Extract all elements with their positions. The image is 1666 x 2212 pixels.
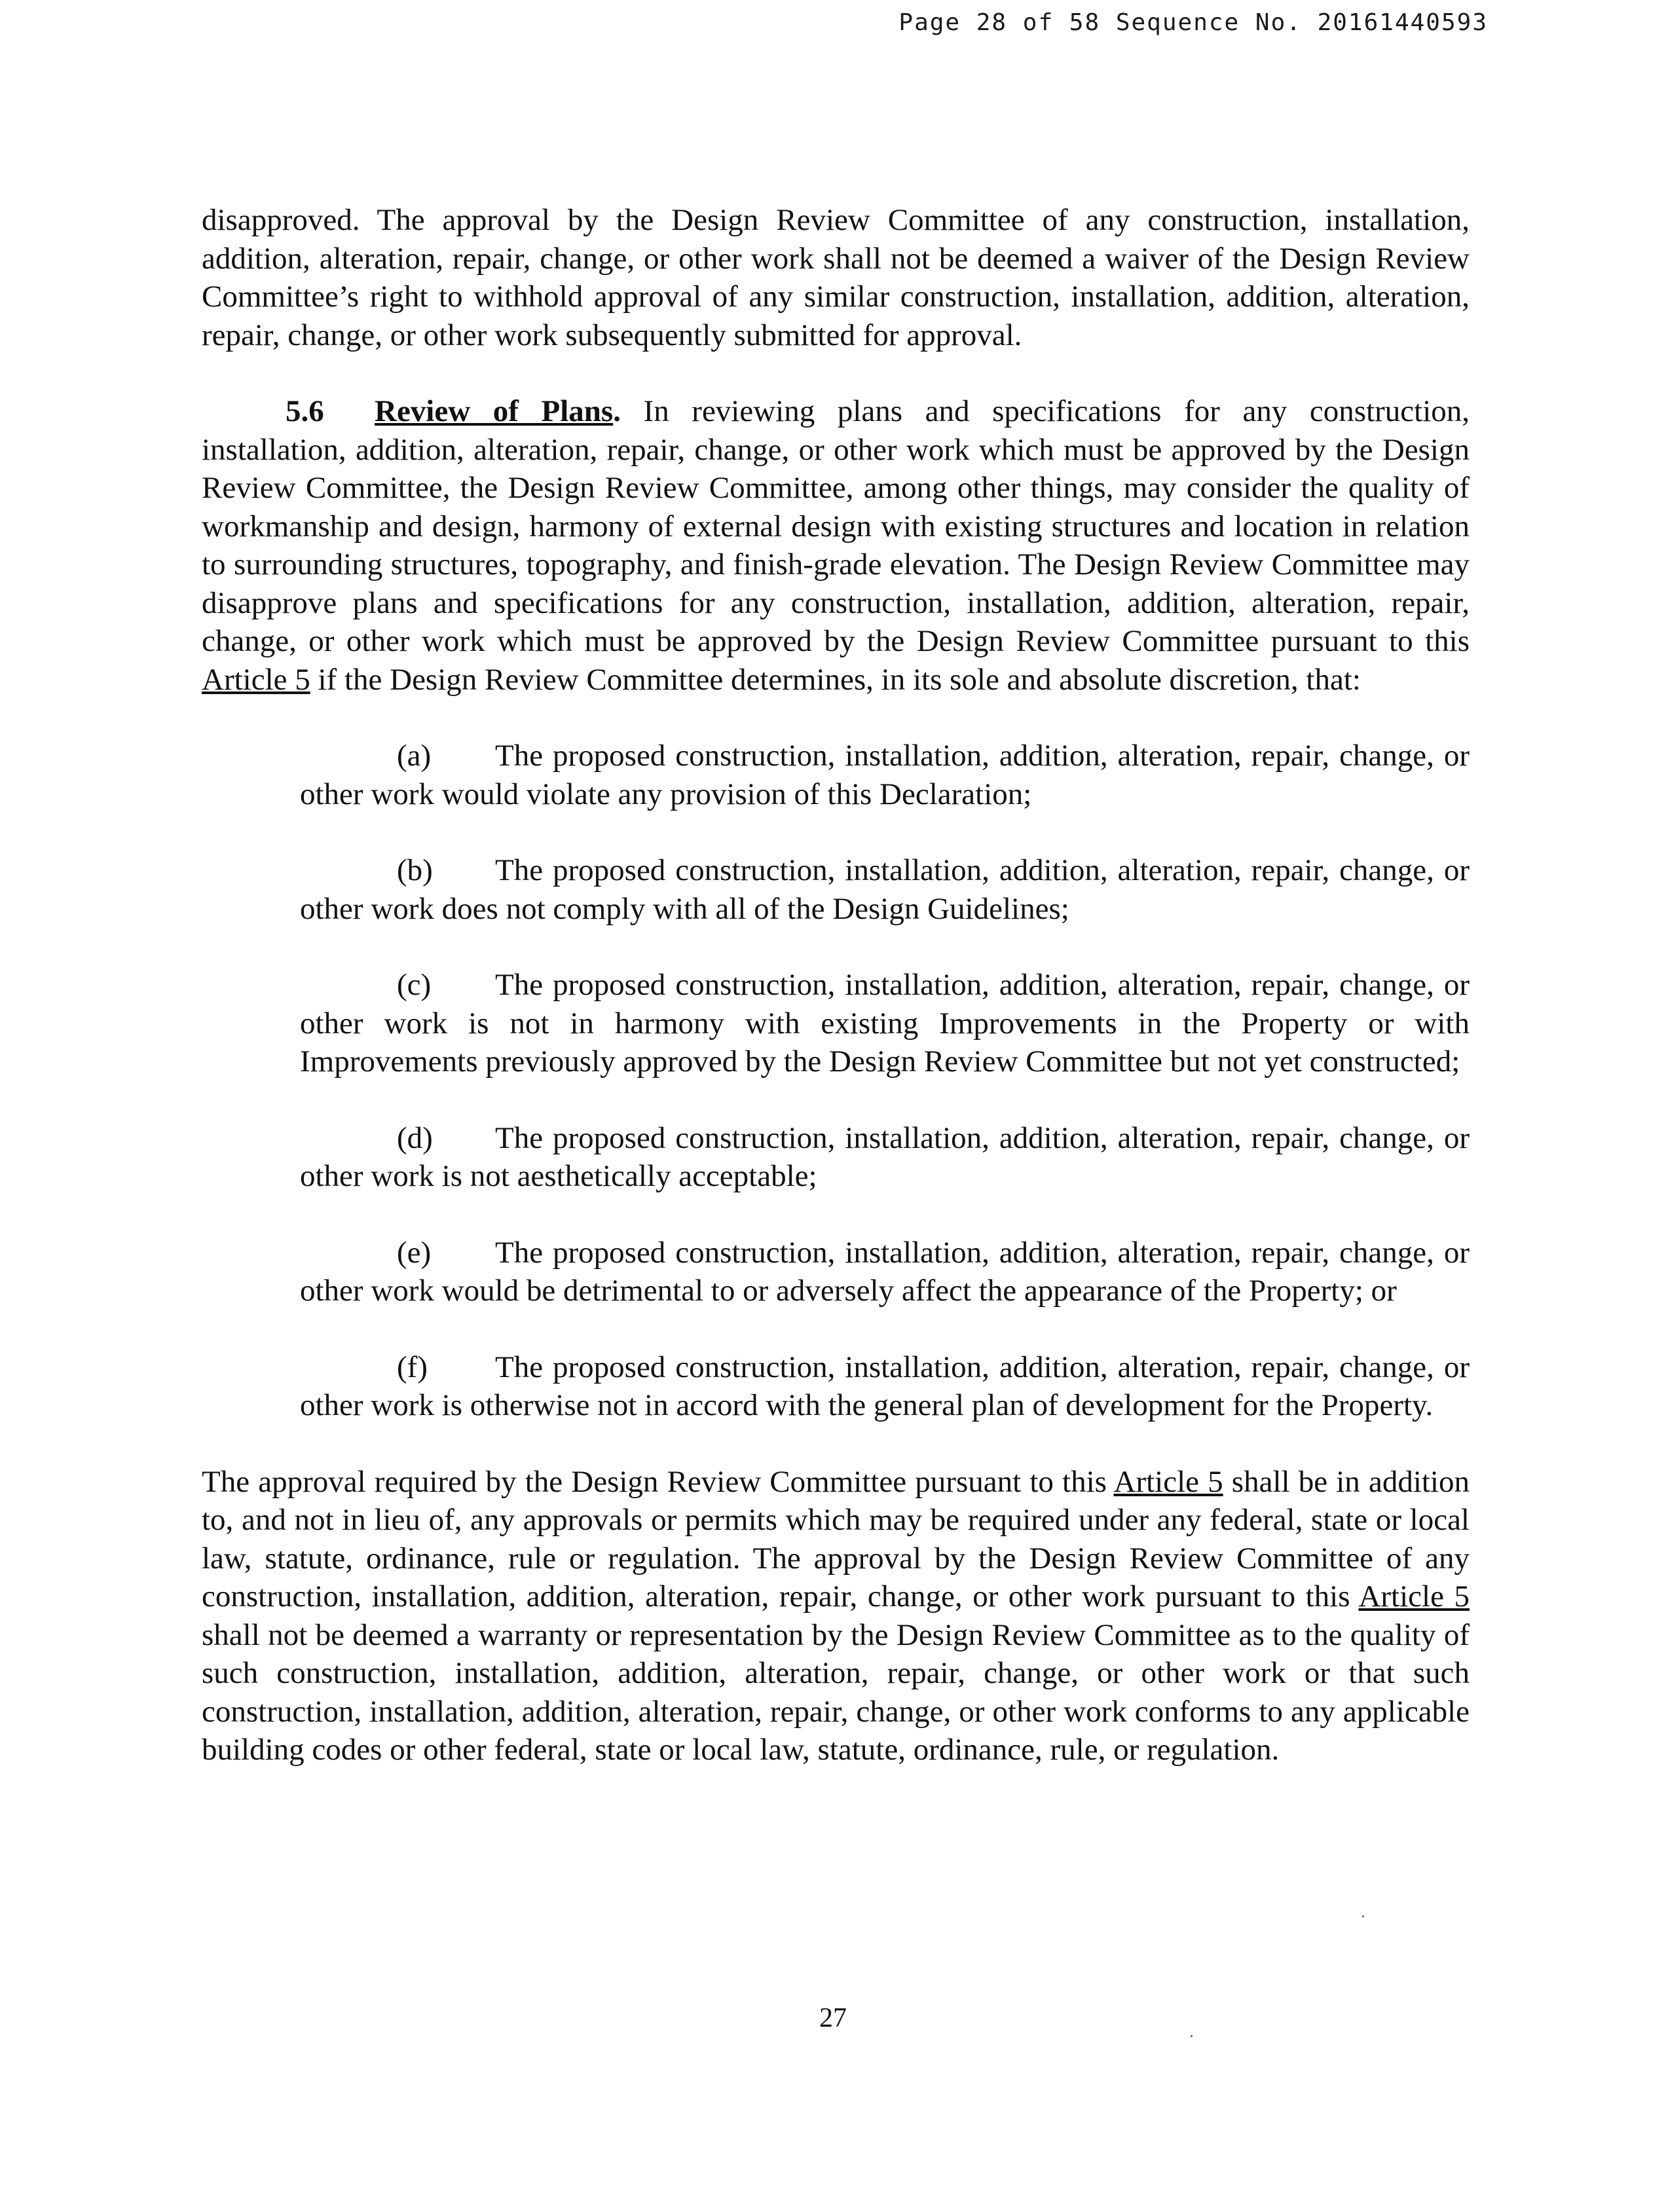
section-text-before-ref: In reviewing plans and specifications for any construction, installation, addition, alteration, repair, change, or other work which must be approved by the Design Review Committee, the Design Review Committee, among other things, may consider the quality of workmanship and design, harmony of external design with existing structures and location in relation to surrounding structures, topography, and finish-grade elevation. The Design Review Committee may disapprove plans and specifications for any construction, installation, addition, alteration, repair, change, or other work which must be approved by the Design Review Committee pursuant to this	[202, 394, 1470, 658]
article-5-reference: Article 5	[1358, 1579, 1470, 1613]
list-item-label: (a)	[397, 739, 432, 773]
list-item	[300, 1348, 1470, 1425]
document-body	[202, 201, 1470, 1769]
paragraph-disapproved: disapproved. The approval by the Design Review Committee of any construction, installation, addition, alteration, repair, change, or other work shall not be deemed a waiver of the Design Review Committee’s right to withhold approval of any similar construction, installation, addition, alteration, repair, change, or other work subsequently submitted for approval.	[202, 203, 1470, 352]
section-5-6	[202, 392, 1470, 699]
list-item-text: The proposed construction, installation, addition, alteration, repair, change, or other work would be detrimental to or adversely affect the appearance of the Property; or	[300, 1235, 1470, 1308]
list-item	[300, 1119, 1470, 1196]
closing-text-1: The approval required by the Design Review Committee pursuant to this	[202, 1464, 1114, 1499]
section-title-period: .	[613, 394, 621, 428]
list-item	[300, 966, 1470, 1081]
list-item-label: (f)	[397, 1350, 428, 1384]
list-item	[300, 851, 1470, 928]
page-header: Page 28 of 58 Sequence No. 20161440593	[898, 9, 1488, 36]
list-item-label: (e)	[397, 1235, 432, 1270]
list-item-label: (c)	[397, 968, 432, 1002]
list-item-text: The proposed construction, installation, addition, alteration, repair, change, or other work is otherwise not in accord with the general plan of development for the Property.	[300, 1350, 1470, 1422]
list-item	[300, 737, 1470, 813]
section-number: 5.6	[286, 394, 324, 428]
closing-paragraph	[202, 1463, 1470, 1769]
article-5-reference: Article 5	[202, 662, 310, 697]
closing-text-3: shall not be deemed a warranty or representation by the Design Review Committee as to the quality of such construction, installation, addition, alteration, repair, change, or other work or that such construction, installation, addition, alteration, repair, change, or other work conforms to any applicable building codes or other federal, state or local law, statute, ordinance, rule, or regulation.	[202, 1617, 1470, 1767]
scan-speck	[1191, 2035, 1193, 2037]
list-item-label: (d)	[397, 1120, 433, 1155]
list-item-text: The proposed construction, installation, addition, alteration, repair, change, or other work is not in harmony with existing Improvements in the Property or with Improvements previously approved by the Design Review Committee but not yet constructed;	[300, 968, 1470, 1078]
section-text-after-ref: if the Design Review Committee determines, in its sole and absolute discretion, that:	[310, 662, 1361, 697]
list-item-text: The proposed construction, installation, addition, alteration, repair, change, or other work would violate any provision of this Declaration;	[300, 739, 1470, 811]
page-number: 27	[819, 2003, 847, 2033]
list-item-text: The proposed construction, installation, addition, alteration, repair, change, or other work is not aesthetically acceptable;	[300, 1120, 1470, 1193]
article-5-reference: Article 5	[1113, 1464, 1223, 1499]
list-item	[300, 1234, 1470, 1310]
list-item-label: (b)	[397, 853, 433, 887]
closing-text-2: shall be in addition to, and not in lieu of, any approvals or permits which may be required under any federal, state or local law, statute, ordinance, rule or regulation. The approval by the Design Review Committee of any construction, installation, addition, alteration, repair, change, or other work pursuant to this	[202, 1464, 1470, 1613]
scan-speck	[1362, 1915, 1364, 1917]
section-title: Review of Plans	[375, 394, 614, 428]
list-item-text: The proposed construction, installation, addition, alteration, repair, change, or other work does not comply with all of the Design Guidelines;	[300, 853, 1470, 926]
